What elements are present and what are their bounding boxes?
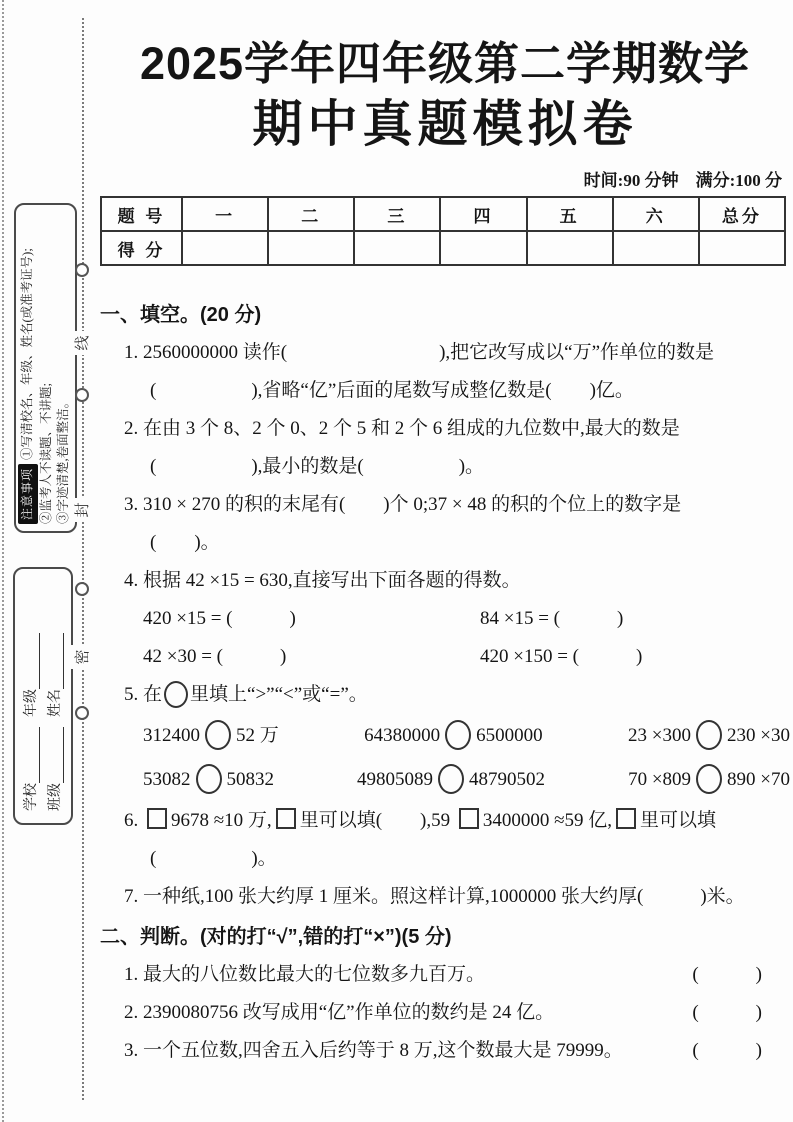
seal-char-xian: 线 [71, 331, 95, 355]
notice-line-2: ②监考人不读题、不讲题; [38, 383, 53, 524]
score-header-cell: 总分 [699, 197, 785, 231]
score-empty-cell [354, 231, 440, 265]
score-header-cell: 一 [182, 197, 268, 231]
q2-line2: ( ),最小的数是( )。 [150, 456, 485, 478]
q5-intro-prefix: 5. 在 [124, 684, 163, 706]
name-blank-line [49, 633, 64, 689]
comparison-circle [438, 764, 464, 794]
q5-intro-suffix: 里填上“>”“<”或“=”。 [190, 684, 368, 706]
comparison-circle [164, 681, 188, 708]
grade-label: 年级 [24, 689, 39, 717]
q4-item: 420 ×15 = ( ) [143, 608, 296, 630]
q4-item: 84 ×15 = ( ) [480, 608, 624, 630]
student-info-row [20, 581, 40, 811]
q1-line2: ( ),省略“亿”后面的尾数写成整亿数是( )亿。 [150, 380, 634, 402]
class-blank-line [49, 727, 64, 783]
q6-number: 6. [124, 810, 143, 832]
q5-compare-row [100, 758, 790, 802]
name-label: 姓名 [48, 689, 63, 717]
class-label: 班级 [48, 783, 63, 811]
seal-circle [75, 706, 89, 720]
score-empty-cell [527, 231, 613, 265]
score-table [100, 196, 786, 266]
page-edge-dotted-line [2, 0, 4, 1122]
q4-answers-row [100, 638, 790, 676]
seal-dotted-line [82, 18, 84, 1100]
student-info-row [44, 581, 64, 811]
q6-line1: 6. 9678 ≈10 万, 里可以填( ),59 3400000 ≈59 亿, 里可以填 [124, 810, 717, 832]
notice-line-3: ③字迹清楚,卷面整洁。 [56, 395, 71, 524]
score-empty-cell [268, 231, 354, 265]
q5-compare-pair: 23 ×300 230 ×30 [628, 714, 790, 758]
q4-item: 42 ×30 = ( ) [143, 646, 287, 668]
q5-intro [100, 676, 790, 714]
notice-box [14, 203, 77, 533]
school-label: 学校 [24, 783, 39, 811]
score-header-cell: 五 [527, 197, 613, 231]
judgment-answer-blank: ( ) [692, 1002, 762, 1024]
q5-compare-pair: 64380000 6500000 [364, 714, 543, 758]
q5-compare-pair: 49805089 48790502 [357, 758, 545, 802]
score-empty-cell [699, 231, 785, 265]
digit-box [616, 808, 636, 829]
score-empty-cell [182, 231, 268, 265]
q7-line: 7. 一种纸,100 张大约厚 1 厘米。照这样计算,1000000 张大约厚( )米。 [124, 886, 745, 908]
score-row-label: 得 分 [101, 231, 182, 265]
q4-item: 420 ×150 = ( ) [480, 646, 643, 668]
student-info-box [13, 567, 73, 825]
q3-line2: ( )。 [150, 532, 220, 554]
seal-char-mi: 密 [71, 645, 95, 669]
seal-circle [75, 388, 89, 402]
q5-compare-pair: 312400 52 万 [143, 714, 279, 758]
notice-title-badge: 注意事项 [18, 464, 38, 524]
notice-row [18, 212, 38, 524]
comparison-circle [445, 720, 471, 750]
judgment-text: 2. 2390080756 改写成用“亿”作单位的数约是 24 亿。 [124, 1002, 555, 1024]
digit-box [459, 808, 479, 829]
judgment-answer-blank: ( ) [692, 964, 762, 986]
digit-box [147, 808, 167, 829]
q5-compare-pair: 70 ×809 890 ×70 [628, 758, 790, 802]
exam-title-line2: 期中真题模拟卷 [252, 95, 638, 152]
score-table-header-row [101, 197, 785, 231]
exam-meta-time-score: 时间:90 分钟 满分:100 分 [583, 171, 782, 191]
seal-circle [75, 263, 89, 277]
judgment-text: 1. 最大的八位数比最大的七位数多九百万。 [124, 964, 486, 986]
judgment-answer-blank: ( ) [692, 1040, 762, 1062]
q5-compare-row [100, 714, 790, 758]
q6-line2: ( )。 [150, 848, 277, 870]
judgment-item [100, 1032, 790, 1070]
digit-box [276, 808, 296, 829]
score-empty-cell [440, 231, 526, 265]
comparison-circle [196, 764, 222, 794]
q3-line1: 3. 310 × 270 的积的末尾有( )个 0;37 × 48 的积的个位上的数字是 [124, 494, 682, 516]
q4-answers-row [100, 600, 790, 638]
judgment-item [100, 956, 790, 994]
score-table-score-row [101, 231, 785, 265]
judgment-text: 3. 一个五位数,四舍五入后约等于 8 万,这个数最大是 79999。 [124, 1040, 623, 1062]
comparison-circle [696, 720, 722, 750]
q5-compare-pair: 53082 50832 [143, 758, 274, 802]
judgment-item [100, 994, 790, 1032]
section1-heading: 一、填空。(20 分) [100, 304, 262, 327]
school-blank-line [25, 727, 40, 783]
q4-intro: 4. 根据 42 ×15 = 630,直接写出下面各题的得数。 [124, 570, 521, 592]
score-header-cell: 题 号 [101, 197, 182, 231]
score-empty-cell [613, 231, 699, 265]
seal-circle [75, 582, 89, 596]
comparison-circle [205, 720, 231, 750]
q2-line1: 2. 在由 3 个 8、2 个 0、2 个 5 和 2 个 6 组成的九位数中,最大的数是 [124, 418, 680, 440]
q1-line1: 1. 2560000000 读作( ),把它改写成以“万”作单位的数是 [124, 342, 715, 364]
score-header-cell: 四 [440, 197, 526, 231]
grade-blank-line [25, 633, 40, 689]
exam-content [100, 0, 790, 1070]
notice-line-1: ①写清校名、年级、姓名(或准考证号); [20, 248, 35, 460]
score-header-cell: 二 [268, 197, 354, 231]
seal-char-feng: 封 [71, 498, 95, 522]
comparison-circle [696, 764, 722, 794]
score-header-cell: 三 [354, 197, 440, 231]
exam-title-line1: 2025学年四年级第二学期数学 [139, 38, 751, 89]
score-header-cell: 六 [613, 197, 699, 231]
section2-heading: 二、判断。(对的打“√”,错的打“×”)(5 分) [100, 926, 452, 949]
